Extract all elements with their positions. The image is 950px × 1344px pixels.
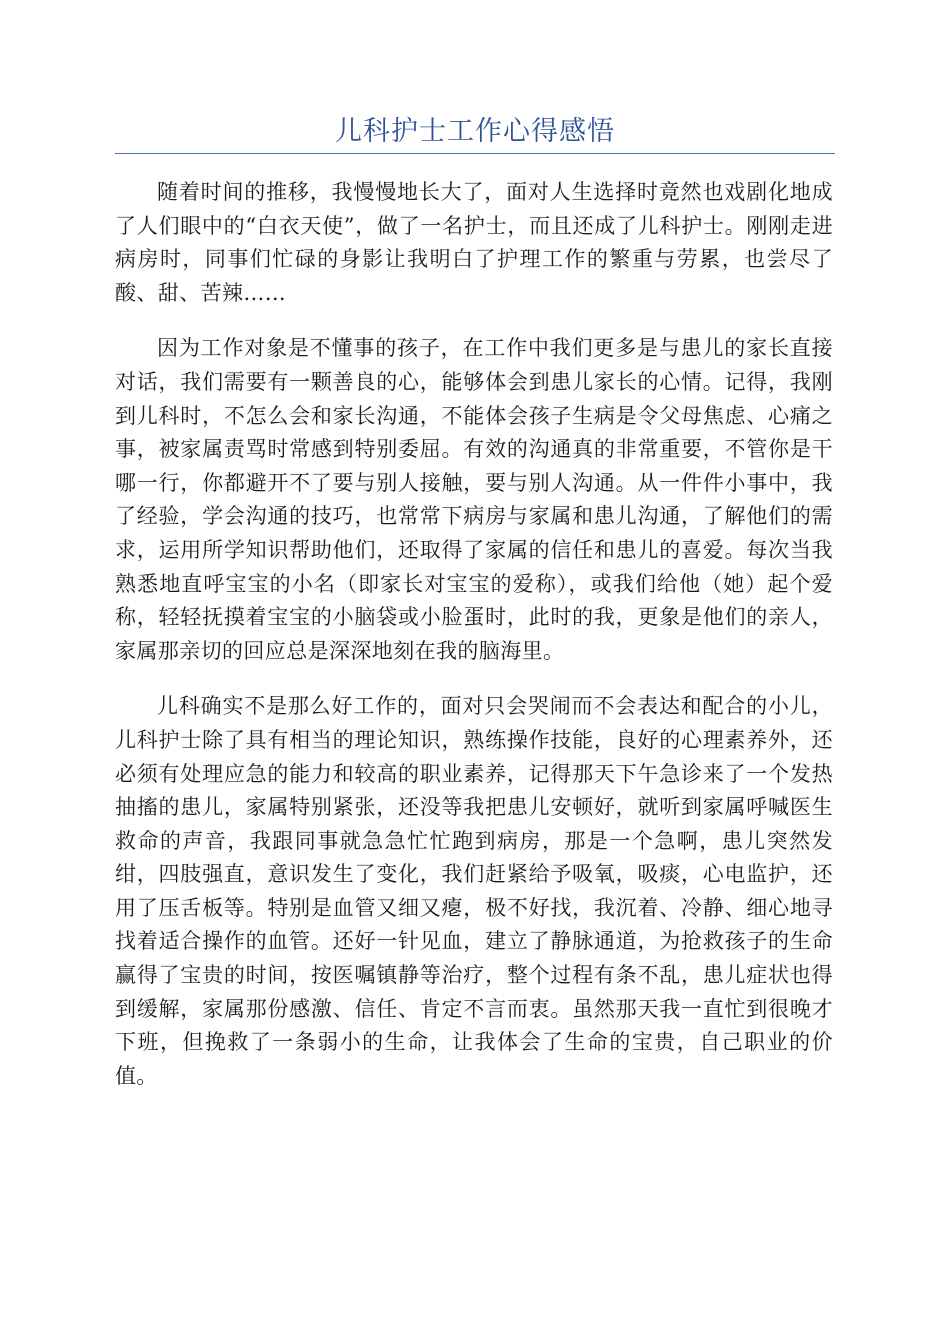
document-title: 儿科护士工作心得感悟 xyxy=(335,116,615,147)
paragraph-2: 因为工作对象是不懂事的孩子，在工作中我们更多是与患儿的家长直接对话，我们需要有一颗善良的心，能够体会到患儿家长的心情。记得，我刚到儿科时，不怎么会和家长沟通，不能体会孩子生病是令父母焦虑、心痛之事，被家属责骂时常感到特别委屈。有效的沟通真的非常重要，不管你是干哪一行，你都避开不了要与别人接触，要与别人沟通。从一件件小事中，我了经验，学会沟通的技巧，也常常下病房与家属和患儿沟通，了解他们的需求，运用所学知识帮助他们，还取得了家属的信任和患儿的喜爱。每次当我熟悉地直呼宝宝的小名（即家长对宝宝的爱称），或我们给他（她）起个爱称，轻轻抚摸着宝宝的小脑袋或小脸蛋时，此时的我，更象是他们的亲人，家属那亲切的回应总是深深地刻在我的脑海里。 xyxy=(115,336,833,663)
paragraph-1: 随着时间的推移，我慢慢地长大了，面对人生选择时竟然也戏剧化地成了人们眼中的“白衣天使”，做了一名护士，而且还成了儿科护士。刚刚走进病房时，同事们忙碌的身影让我明白了护理工作的繁重与劳累，也尝尽了酸、甜、苦辣…… xyxy=(115,180,833,305)
document-body xyxy=(115,176,833,1115)
title-underline xyxy=(115,153,835,154)
paragraph-3: 儿科确实不是那么好工作的，面对只会哭闹而不会表达和配合的小儿，儿科护士除了具有相当的理论知识，熟练操作技能，良好的心理素养外，还必须有处理应急的能力和较高的职业素养，记得那天下午急诊来了一个发热抽搐的患儿，家属特别紧张，还没等我把患儿安顿好，就听到家属呼喊医生救命的声音，我跟同事就急急忙忙跑到病房，那是一个急啊，患儿突然发绀，四肢强直，意识发生了变化，我们赶紧给予吸氧，吸痰，心电监护，还用了压舌板等。特别是血管又细又瘪，极不好找，我沉着、冷静、细心地寻找着适合操作的血管。还好一针见血，建立了静脉通道，为抢救孩子的生命赢得了宝贵的时间，按医嘱镇静等治疗，整个过程有条不乱，患儿症状也得到缓解，家属那份感激、信任、肯定不言而衷。虽然那天我一直忙到很晚才下班，但挽救了一条弱小的生命，让我体会了生命的宝贵，自己职业的价值。 xyxy=(115,694,833,1088)
